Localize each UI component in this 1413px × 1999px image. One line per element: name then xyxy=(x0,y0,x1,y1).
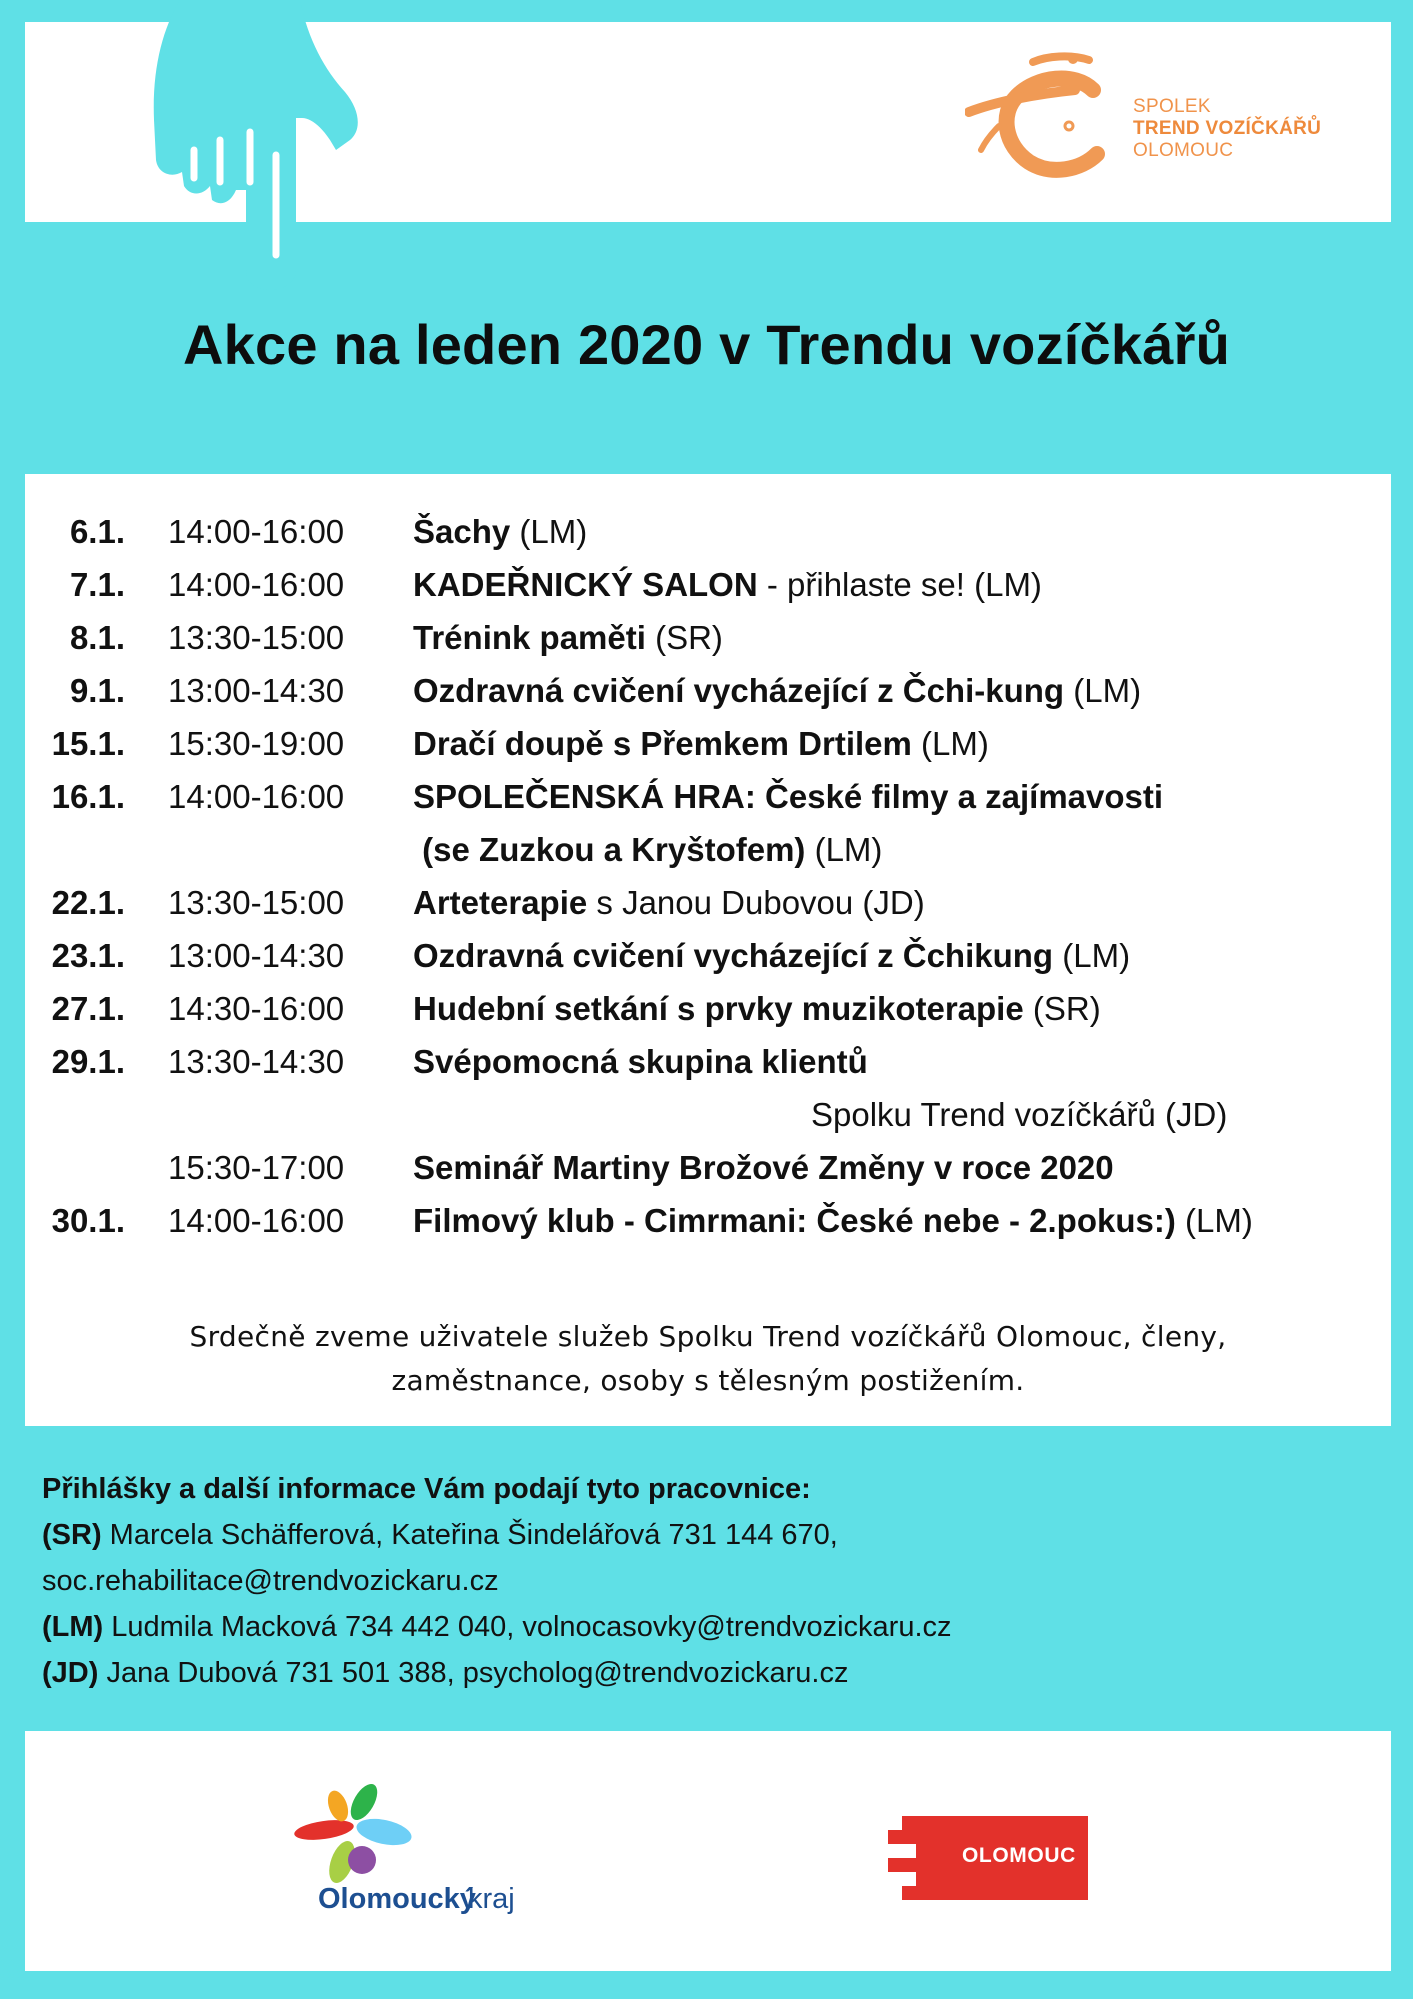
schedule-row xyxy=(0,560,1413,610)
event-description xyxy=(413,825,882,875)
contacts-section xyxy=(42,1466,1382,1696)
contact-tag: (LM) xyxy=(42,1611,104,1643)
schedule-row xyxy=(0,613,1413,663)
event-title: Hudební setkání s prvky muzikoterapie xyxy=(413,990,1024,1027)
event-description xyxy=(413,878,925,928)
event-time: 14:00-16:00 xyxy=(168,1202,345,1239)
event-time: 14:00-16:00 xyxy=(168,566,345,603)
event-title: Trénink paměti xyxy=(413,619,646,656)
event-note: (LM) xyxy=(510,513,588,550)
contact-tag: (SR) xyxy=(42,1519,102,1551)
event-note: (SR) xyxy=(645,619,723,656)
kraj-name: Olomoucký xyxy=(318,1883,476,1915)
event-description xyxy=(413,560,1042,610)
event-note: (LM) xyxy=(1064,672,1142,709)
event-date: 30.1. xyxy=(51,1202,125,1239)
pointing-hand-icon xyxy=(150,0,370,290)
invitation-line: Srdečně zveme uživatele služeb Spolku Trend vozíčkářů Olomouc, členy, xyxy=(189,1320,1227,1353)
event-time: 13:00-14:30 xyxy=(168,672,345,709)
event-time: 14:30-16:00 xyxy=(168,990,345,1027)
olomouc-city-logo xyxy=(858,1752,1138,1942)
contact-sr-email[interactable]: soc.rehabilitace@trendvozickaru.cz xyxy=(42,1565,499,1597)
contact-text[interactable]: Jana Dubová 731 501 388, psycholog@trendvozickaru.cz xyxy=(98,1657,849,1689)
contact-jd xyxy=(42,1650,1382,1696)
event-title: Svépomocná skupina klientů xyxy=(413,1043,868,1080)
event-title: Ozdravná cvičení vycházející z Čchi-kung xyxy=(413,672,1065,709)
event-description xyxy=(413,719,989,769)
olomouc-checker-icon xyxy=(888,1816,928,1900)
olomoucky-kraj-logo xyxy=(260,1748,640,1948)
event-note: - přihlaste se! (LM) xyxy=(757,566,1042,603)
event-date: 8.1. xyxy=(69,619,125,656)
event-time: 14:00-16:00 xyxy=(168,778,345,815)
event-note: Spolku Trend vozíčkářů (JD) xyxy=(811,1096,1228,1133)
event-time: 13:30-15:00 xyxy=(168,884,345,921)
schedule-row xyxy=(0,772,1413,822)
schedule-row-continuation xyxy=(0,1090,1413,1140)
event-note: (LM) xyxy=(911,725,989,762)
event-date: 16.1. xyxy=(51,778,125,815)
logo-line-trend: TREND VOZÍČKÁŘŮ xyxy=(1133,118,1322,139)
event-date: 22.1. xyxy=(51,884,125,921)
event-date: 23.1. xyxy=(51,937,125,974)
event-title: Šachy xyxy=(413,513,511,550)
schedule-row xyxy=(0,878,1413,928)
schedule-row xyxy=(0,1037,1413,1087)
event-description xyxy=(413,1037,868,1087)
contact-sr xyxy=(42,1512,1382,1558)
contact-text[interactable]: Ludmila Macková 734 442 040, volnocasovky@trendvozickaru.cz xyxy=(103,1611,952,1643)
event-description xyxy=(811,1090,1227,1140)
schedule-row xyxy=(0,1196,1413,1246)
event-date: 15.1. xyxy=(51,725,125,762)
event-date: 27.1. xyxy=(51,990,125,1027)
event-title: Filmový klub - Cimrmani: České nebe - 2.pokus:) xyxy=(413,1202,1176,1239)
contact-lm xyxy=(42,1604,1382,1650)
event-description xyxy=(413,931,1130,981)
trend-vozickaru-logo xyxy=(965,50,1355,180)
logo-line-olomouc: OLOMOUC xyxy=(1133,140,1234,161)
olomouc-red-block xyxy=(902,1816,1088,1900)
olomouc-label: OLOMOUC xyxy=(962,1844,1076,1867)
schedule-row xyxy=(0,931,1413,981)
event-date: 6.1. xyxy=(69,513,125,550)
event-title: Dračí doupě s Přemkem Drtilem xyxy=(413,725,912,762)
event-time: 15:30-17:00 xyxy=(168,1149,345,1186)
event-description xyxy=(413,613,723,663)
event-title: Ozdravná cvičení vycházející z Čchikung xyxy=(413,937,1054,974)
event-note: (LM) xyxy=(1175,1202,1253,1239)
event-description xyxy=(413,1143,1114,1193)
event-description xyxy=(413,507,587,557)
event-time: 15:30-19:00 xyxy=(168,725,345,762)
event-title: SPOLEČENSKÁ HRA: České filmy a zajímavosti xyxy=(413,778,1164,815)
event-date: 29.1. xyxy=(51,1043,125,1080)
page-title: Akce na leden 2020 v Trendu vozíčkářů xyxy=(183,313,1230,376)
schedule-row xyxy=(0,507,1413,557)
event-time: 14:00-16:00 xyxy=(168,513,345,550)
event-time: 13:00-14:30 xyxy=(168,937,345,974)
event-description xyxy=(413,666,1141,716)
event-title: (se Zuzkou a Kryštofem) xyxy=(413,831,806,868)
event-note: (SR) xyxy=(1023,990,1101,1027)
event-note: s Janou Dubovou (JD) xyxy=(587,884,925,921)
kraj-suffix: kraj xyxy=(468,1883,515,1915)
schedule-row-continuation xyxy=(0,825,1413,875)
event-title: KADEŘNICKÝ SALON xyxy=(413,566,758,603)
schedule-row xyxy=(0,1143,1413,1193)
event-description xyxy=(413,772,1163,822)
event-title: Seminář Martiny Brožové Změny v roce 2020 xyxy=(413,1149,1114,1186)
event-description xyxy=(413,984,1101,1034)
event-note: (LM) xyxy=(1053,937,1131,974)
event-time: 13:30-15:00 xyxy=(168,619,345,656)
schedule-row xyxy=(0,984,1413,1034)
event-description xyxy=(413,1196,1253,1246)
event-time: 13:30-14:30 xyxy=(168,1043,345,1080)
trend-logo-mark-icon xyxy=(965,50,1125,180)
schedule-row xyxy=(0,666,1413,716)
contact-tag: (JD) xyxy=(42,1657,99,1689)
invitation-text xyxy=(25,1315,1391,1403)
event-date: 7.1. xyxy=(69,566,125,603)
schedule-row xyxy=(0,719,1413,769)
event-date: 9.1. xyxy=(69,672,125,709)
event-title: Arteterapie xyxy=(413,884,588,921)
kraj-flower-icon xyxy=(260,1748,640,1948)
event-note: (LM) xyxy=(805,831,883,868)
invitation-line: zaměstnance, osoby s tělesným postižením. xyxy=(391,1364,1025,1397)
footer-panel xyxy=(25,1731,1391,1971)
contact-text: Marcela Schäfferová, Kateřina Šindelářová 731 144 670, xyxy=(101,1519,838,1551)
contacts-heading: Přihlášky a další informace Vám podají tyto pracovnice: xyxy=(42,1473,811,1505)
logo-line-spolek: SPOLEK xyxy=(1133,96,1211,117)
